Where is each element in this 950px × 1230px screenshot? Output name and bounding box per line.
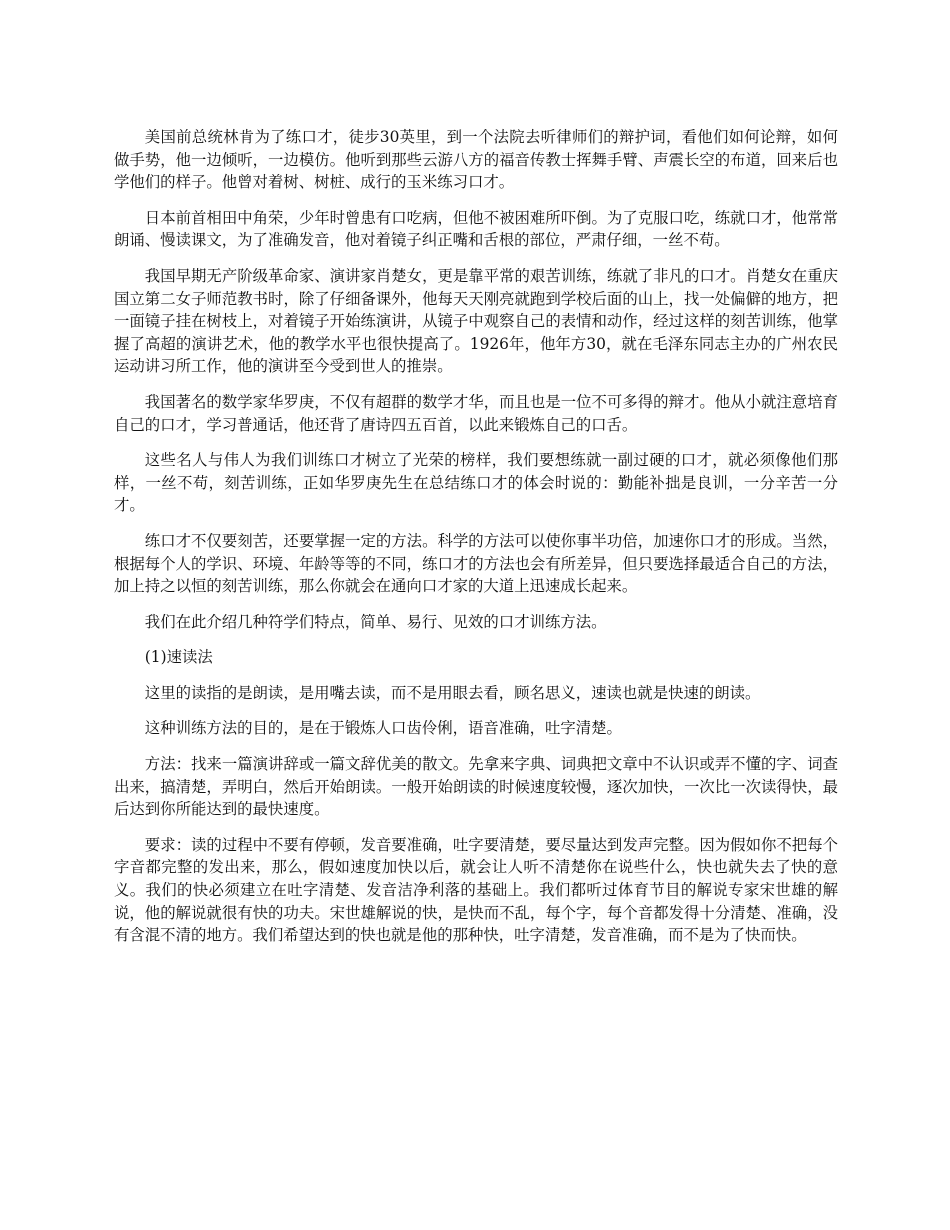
paragraph-hua-luogeng: 我国著名的数学家华罗庚，不仅有超群的数学才华，而且也是一位不可多得的辩才。他从小就注意培育自己的口才，学习普通话，他还背了唐诗四五百首，以此来锻炼自己的口舌。 [114,392,838,434]
paragraph-intro-methods: 我们在此介绍几种符学们特点，简单、易行、见效的口才训练方法。 [144,612,607,631]
paragraph-method: 方法：找来一篇演讲辞或一篇文辞优美的散文。先拿来字典、词典把文章中不认识或弄不懂的字、词查出来，搞清楚，弄明白，然后开始朗读。一般开始朗读的时候速度较慢，逐次加快，一次比一次读得快，最后达到你所能达到的最快速度。 [114,755,838,819]
section-heading-speed-reading: (1)速读法 [144,648,213,667]
paragraph-tanaka: 日本前首相田中角荣，少年时曾患有口吃病，但他不被困难所吓倒。为了克服口吃，练就口才，他常常朗诵、慢读课文，为了准确发音，他对着镜子纠正嘴和舌根的部位，严肃仔细，一丝不苟。 [114,208,838,250]
paragraph-requirements: 要求：读的过程中不要有停顿，发音要准确，吐字要清楚，要尽量达到发声完整。因为假如你不把每个字音都完整的发出来，那么，假如速度加快以后，就会让人听不清楚你在说些什么，快也就失去了快的意义。我们的快必须建立在吐字清楚、发音洁净利落的基础上。我们都听过体育节目的解说专家宋世雄的解说，他的解说就很有快的功夫。宋世雄解说的快，是快而不乱，每个字，每个音都发得十分清楚、准确，没有含混不清的地方。我们希望达到的快也就是他的那种快，吐字清楚，发音准确，而不是为了快而快。 [114,835,838,945]
document-body [114,126,838,960]
paragraph-lincoln: 美国前总统林肯为了练口才，徒步30英里，到一个法院去听律师们的辩护词，看他们如何论辩，如何做手势，他一边倾听，一边模仿。他听到那些云游八方的福音传教士挥舞手臂、声震长空的布道，回来后也学他们的样子。他曾对着树、树桩、成行的玉米练习口才。 [114,128,838,192]
paragraph-role-models: 这些名人与伟人为我们训练口才树立了光荣的榜样，我们要想练就一副过硬的口才，就必须像他们那样，一丝不苟，刻苦训练，正如华罗庚先生在总结练口才的体会时说的：勤能补拙是良训，一分辛苦一分才。 [114,451,838,515]
paragraph-xiao-chunv: 我国早期无产阶级革命家、演讲家肖楚女，更是靠平常的艰苦训练，练就了非凡的口才。肖楚女在重庆国立第二女子师范教书时，除了仔细备课外，他每天天刚亮就跑到学校后面的山上，找一处偏僻的地方，把一面镜子挂在树枝上，对着镜子开始练演讲，从镜子中观察自己的表情和动作，经过这样的刻苦训练，他掌握了高超的演讲艺术，他的教学水平也很快提高了。1926年，他年方30，就在毛泽东同志主办的广州农民运动讲习所工作，他的演讲至今受到世人的推崇。 [114,266,838,376]
paragraph-methods: 练口才不仅要刻苦，还要掌握一定的方法。科学的方法可以使你事半功倍，加速你口才的形成。当然，根据每个人的学识、环境、年龄等等的不同，练口才的方法也会有所差异，但只要选择最适合自己的方法，加上持之以恒的刻苦训练，那么你就会在通向口才家的大道上迅速成长起来。 [114,531,838,596]
paragraph-purpose: 这种训练方法的目的，是在于锻炼人口齿伶俐，语音准确，吐字清楚。 [144,719,622,738]
paragraph-definition: 这里的读指的是朗读，是用嘴去读，而不是用眼去看，顾名思义，速读也就是快速的朗读。 [144,683,761,702]
